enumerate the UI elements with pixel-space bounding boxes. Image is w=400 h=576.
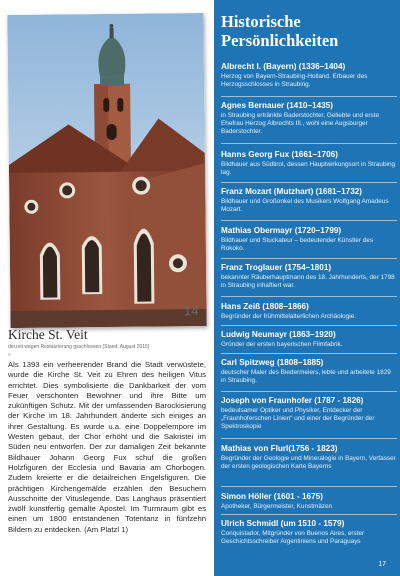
person-name: Albrecht I. (Bayern) (1336–1404) bbox=[221, 62, 346, 71]
church-photo bbox=[7, 13, 206, 328]
person-name: Carl Spitzweg (1808–1885) bbox=[221, 358, 324, 367]
person-entry bbox=[221, 519, 397, 546]
person-entry bbox=[221, 302, 397, 321]
divider bbox=[221, 438, 397, 439]
person-name: Joseph von Fraunhofer (1787 - 1826) bbox=[221, 396, 364, 405]
person-name: Franz Troglauer (1754–1801) bbox=[221, 263, 332, 272]
person-desc: bedeutsamer Optiker und Physiker, Entdecker der „Fraunhoferschen Linien“ und einer der Begründer der Spektroskopie bbox=[221, 407, 375, 431]
person-name: Hans Zeiß (1808–1866) bbox=[221, 302, 309, 311]
person-desc: Bildhauer aus Südtirol, dessen Hauptwirkungsort in Straubing lag. bbox=[221, 161, 396, 177]
divider bbox=[221, 353, 397, 354]
person-entry bbox=[221, 263, 397, 290]
divider bbox=[221, 182, 397, 183]
divider bbox=[221, 96, 397, 97]
divider bbox=[221, 325, 397, 326]
caption-mark: » bbox=[8, 352, 11, 358]
person-desc: Herzog von Bayern-Straubing-Holland. Erbauer des Herzogsschlosses in Straubing. bbox=[221, 73, 368, 89]
caption-subtitle: derzeit wegen Restaurierung geschlossen (Stand: August 2015) bbox=[8, 344, 150, 350]
divider bbox=[221, 391, 397, 392]
person-entry bbox=[221, 226, 397, 253]
person-entry bbox=[221, 187, 397, 214]
sidebar-heading: Historische Persönlichkeiten bbox=[221, 12, 339, 50]
person-entry bbox=[221, 150, 397, 177]
person-desc: Apotheker, Bürgermeister, Kunstmäzen bbox=[221, 503, 333, 510]
person-name: Simon Höller (1601 - 1675) bbox=[221, 492, 323, 501]
photo-number: 14 bbox=[183, 303, 199, 319]
person-entry bbox=[221, 444, 397, 471]
person-name: Hanns Georg Fux (1661–1706) bbox=[221, 150, 338, 159]
page-number: 17 bbox=[378, 561, 386, 568]
person-entry bbox=[221, 101, 397, 137]
person-name: Agnes Bernauer (1410–1435) bbox=[221, 101, 333, 110]
person-desc: deutscher Maler des Biedermeiers, lebte und arbeitete 1829 in Straubing. bbox=[221, 369, 391, 385]
person-desc: Bildhauer und Stuckateur – bedeutender Künstler des Rokoko. bbox=[221, 237, 374, 253]
person-desc: Begründer der Geologie und Mineralogie in Bayern, Verfasser der ersten geologischen Karte Bayerns bbox=[221, 455, 396, 471]
person-name: Mathias von Flurl(1756 - 1823) bbox=[221, 444, 338, 453]
divider bbox=[221, 486, 397, 487]
person-desc: Begründer der frühmittelalterlichen Archäologie. bbox=[221, 313, 356, 320]
divider bbox=[221, 258, 397, 259]
person-desc: Conquistador, Mitgründer von Buenos Aires, erster Geschichtsschreiber Argentiniens und Paraguays bbox=[221, 530, 365, 546]
person-desc: in Straubing ertränkte Baderstochter, Geliebte und erste Ehefrau Herzog Albrechts III., wohl eine Augsburger Baderstochter. bbox=[221, 112, 380, 136]
person-desc: bekannter Räuberhauptmann des 18. Jahrhunderts, der 1798 in Straubing inhaftiert war. bbox=[221, 274, 395, 290]
person-name: Ludwig Neumayr (1863–1920) bbox=[221, 330, 336, 339]
sidebar bbox=[214, 0, 400, 576]
person-desc: Bildhauer und Großonkel des Musikers Wolfgang Amadeus Mozart. bbox=[221, 198, 389, 214]
divider bbox=[221, 143, 397, 144]
person-name: Mathias Obermayr (1720–1799) bbox=[221, 226, 342, 235]
person-entry bbox=[221, 62, 397, 89]
divider bbox=[221, 296, 397, 297]
person-entry bbox=[221, 358, 397, 385]
article-text: Als 1393 ein verheerender Brand die Stadt verwüstete, wurde die Kirche St. Veit zu Ehren des heiligen Vitus errichtet. Dies symbolisierte die Dankbarkeit der vom Feuer verschonten Bewohner und ihre Bitte um zukünftigen Schutz. Mit der umfassenden Barockisierung der Kirche im 18. Jahrhundert änderte sich einiges an ihrer Gestaltung. Es wurde u.a. eine Doppelempore im Westen gebaut, der Chor erhöht und die Sakristei im Süden neu entworfen. Der zur damaligen Zeit bekannte Bildhauer Johann Georg Fux schuf die großen Holzfiguren der Ecclesia und Bavaria am Chorbogen. Zudem kreierte er die detailreichen Engelsfiguren. Die prächtigen Kirchengemälde erzählen den Besuchern Ausschnitte der Vituslegende. Das Langhaus präsentiert zwölf kunstfertig gemalte Apostel. Im Turmraum gibt es einen um 1800 entstandenen Totentanz in fünfzehn Bildern zu entdecken. (Am Platzl 1) bbox=[8, 360, 206, 534]
person-entry bbox=[221, 396, 397, 432]
person-name: Franz Mozart (Mutzhart) (1681–1732) bbox=[221, 187, 363, 196]
person-desc: Gründer der ersten bayerischen Filmfabrik. bbox=[221, 341, 343, 348]
person-name: Ulrich Schmidl (um 1510 - 1579) bbox=[221, 519, 345, 528]
person-entry bbox=[221, 330, 397, 349]
person-entry bbox=[221, 492, 397, 511]
divider bbox=[221, 220, 397, 221]
caption-title: Kirche St. Veit bbox=[8, 327, 88, 342]
divider bbox=[221, 514, 397, 515]
church-photo-image bbox=[7, 13, 206, 328]
